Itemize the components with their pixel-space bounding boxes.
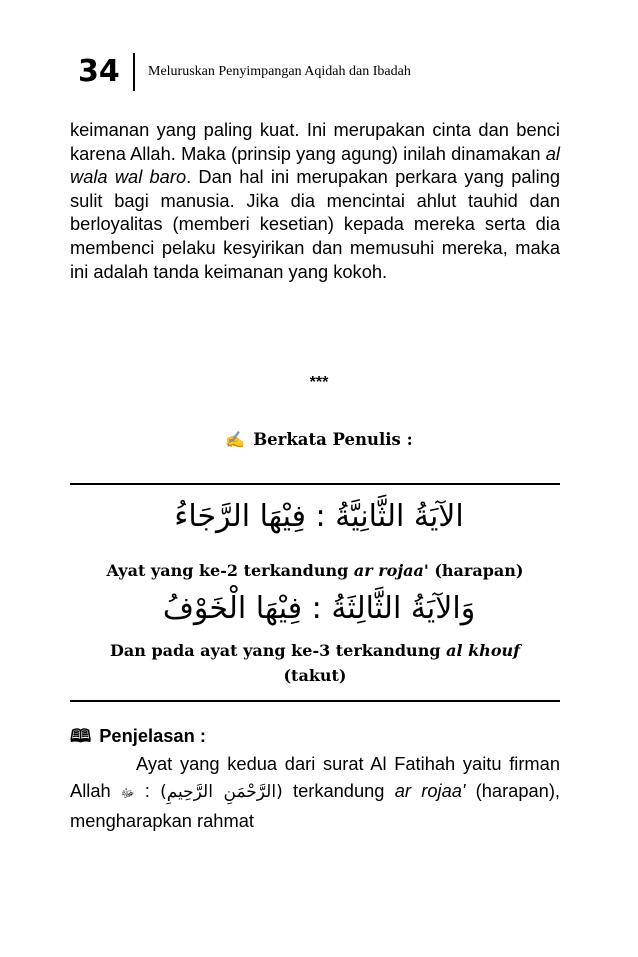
verse-3-translation (70, 638, 560, 688)
verse-2-translation (70, 558, 560, 583)
translation-text: (harapan) (428, 561, 524, 580)
paragraph-text: : (134, 780, 161, 801)
header-divider (133, 53, 135, 91)
book-icon: 🕮 (70, 726, 92, 746)
term-ar-rojaa: ar rojaa' (394, 780, 466, 801)
page-header (78, 52, 558, 92)
translation-text: Dan pada ayat yang ke-3 terkandung (110, 641, 447, 660)
running-title: Meluruskan Penyimpangan Aqidah dan Ibadah (148, 64, 411, 79)
box-bottom-rule (70, 700, 560, 702)
term-al-khouf: al khouf (446, 641, 520, 660)
author-heading-text: Berkata Penulis : (253, 430, 413, 449)
author-heading (0, 428, 638, 452)
paragraph-text: terkandung (282, 780, 395, 801)
paragraph-text: (harapan), mengharapkan rahmat (70, 780, 560, 831)
translation-text: (takut) (283, 666, 347, 685)
term-ar-rojaa: ar rojaa' (353, 561, 429, 580)
arabic-inline-phrase: (الرَّحْمَنِ الرَّحِيمِ) (160, 782, 283, 802)
term-al-wala-wal-baro: al wala wal baro (70, 142, 560, 188)
arabic-verse-3: وَالآيَةُ الثَّالِثَةُ : فِيْهَا الْخَوْفُ (162, 591, 476, 626)
paragraph-text: Ayat yang kedua dari surat Al Fatihah yaitu firman Allah (70, 753, 560, 801)
paragraph-penjelasan (70, 750, 560, 834)
pen-icon: ✍ (225, 430, 246, 449)
arabic-verse-2: الآيَةُ الثَّانِيَّةُ : فِيْهَا الرَّجَاءُ (174, 499, 464, 534)
page-number: 34 (78, 54, 120, 89)
honorific-symbol: ﷻ (120, 786, 135, 800)
box-top-rule (70, 483, 560, 485)
paragraph-text: keimanan yang paling kuat. Ini merupakan cinta dan benci karena Allah. Maka (prinsip yang agung) inilah dinamakan (70, 119, 560, 164)
translation-text: Ayat yang ke-2 terkandung (106, 561, 354, 580)
paragraph-text: . Dan hal ini merupakan perkara yang paling sulit bagi manusia. Jika dia mencintai ahlut tauhid dan berloyalitas (memberi kesetian) kepada mereka serta dia membenci pelaku kesyirikan dan memusuhi mereka, maka ini adalah tanda keimanan yang kokoh. (70, 166, 560, 282)
paragraph-keimanan (70, 118, 560, 283)
explanation-heading-text: Penjelasan : (99, 725, 206, 746)
section-separator: *** (309, 374, 329, 391)
explanation-heading (70, 724, 206, 748)
